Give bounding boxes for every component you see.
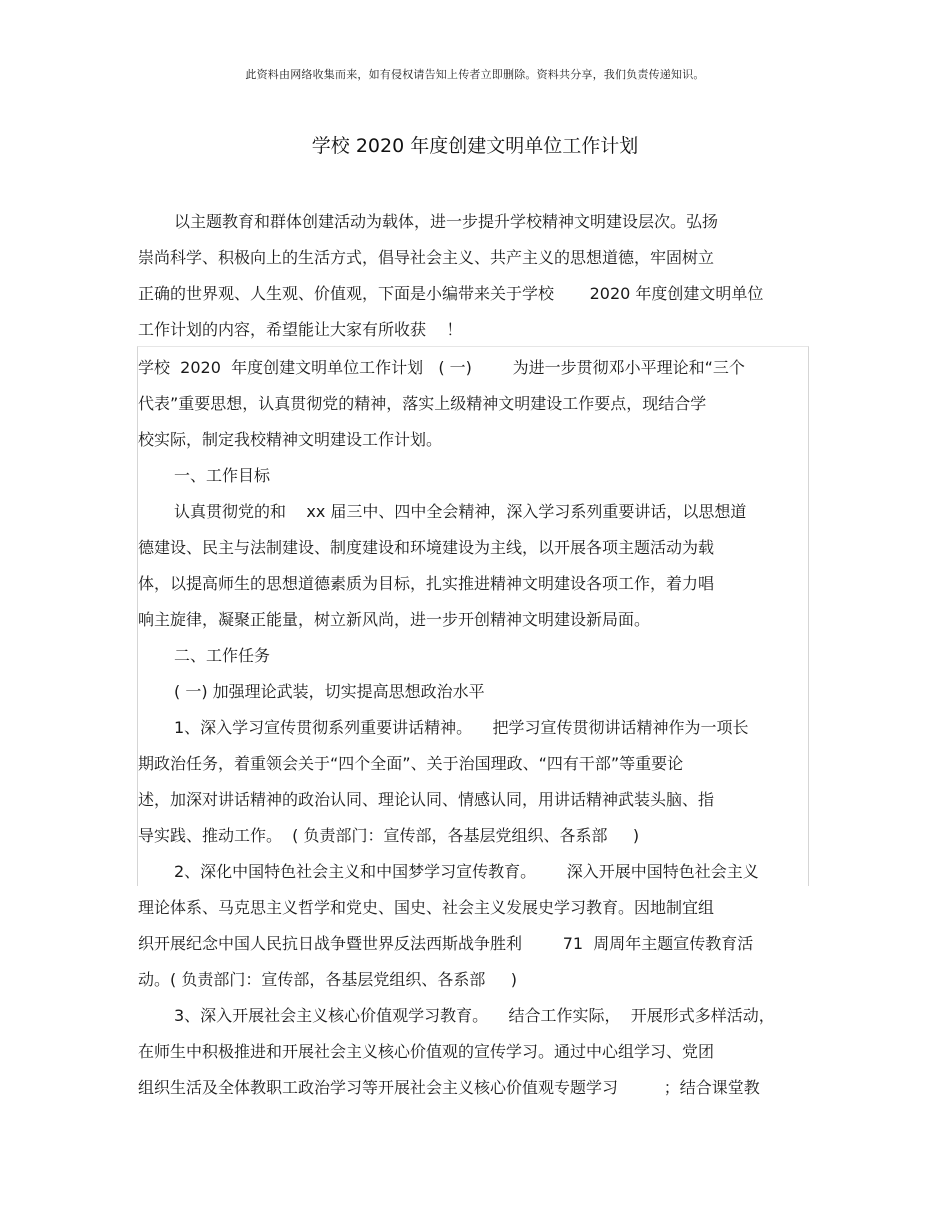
section-heading: 二、工作任务 [174, 646, 271, 665]
body-line: 德建设、民主与法制建设、制度建设和环境建设为主线，以开展各项主题活动为载 [138, 538, 715, 557]
body-line: 代表”重要思想，认真贯彻党的精神，落实上级精神文明建设工作要点，现结合学 [138, 394, 707, 413]
body-line: 导实践、推动工作。 ( 负责部门：宣传部，各基层党组织、各系部 ) [138, 826, 640, 845]
body-line: 体，以提高师生的思想道德素质为目标，扎实推进精神文明建设各项工作，着力唱 [138, 574, 715, 593]
body-line: 响主旋律，凝聚正能量，树立新风尚，进一步开创精神文明建设新局面。 [138, 610, 651, 629]
body-line: 织开展纪念中国人民抗日战争暨世界反法西斯战争胜利 71 周周年主题宣传教育活 [138, 934, 754, 953]
body-line: 1、深入学习宣传贯彻系列重要讲话精神。 把学习宣传贯彻讲话精神作为一项长 [174, 718, 749, 737]
intro-line: 以主题教育和群体创建活动为载体，进一步提升学校精神文明建设层次。弘扬 [174, 212, 719, 231]
body-line: 期政治任务，着重领会关于“四个全面”、关于治国理政、“四有干部”等重要论 [138, 754, 684, 773]
body-line: 学校 2020 年度创建文明单位工作计划 ( 一) 为进一步贯彻邓小平理论和“三个 [138, 358, 745, 377]
body-line: 理论体系、马克思主义哲学和党史、国史、社会主义发展史学习教育。因地制宜组 [138, 898, 715, 917]
intro-paragraph [138, 204, 818, 348]
intro-line: 崇尚科学、积极向上的生活方式，倡导社会主义、共产主义的思想道德，牢固树立 [138, 248, 715, 267]
body-line: 组织生活及全体教职工政治学习等开展社会主义核心价值观专题学习 ；结合课堂教 [138, 1078, 760, 1097]
body-line: 2、深化中国特色社会主义和中国梦学习宣传教育。 深入开展中国特色社会主义 [174, 862, 759, 881]
intro-line: 工作计划的内容，希望能让大家有所收获 ！ [138, 320, 463, 339]
body-line: 述，加深对讲话精神的政治认同、理论认同、情感认同，用讲话精神武装头脑、指 [138, 790, 715, 809]
section-heading: 一、工作目标 [174, 466, 271, 485]
intro-line: 正确的世界观、人生观、价值观，下面是小编带来关于学校 2020 年度创建文明单位 [138, 284, 764, 303]
body-text [138, 350, 818, 1106]
body-line: 动。( 负责部门：宣传部，各基层党组织、各系部 ) [138, 970, 518, 989]
body-line: 校实际，制定我校精神文明建设工作计划。 [138, 430, 443, 449]
copyright-notice: 此资料由网络收集而来，如有侵权请告知上传者立即删除。资料共分享，我们负责传递知识。 [245, 68, 705, 81]
page-title: 学校 2020 年度创建文明单位工作计划 [311, 135, 639, 157]
subsection-heading: ( 一) 加强理论武装，切实提高思想政治水平 [174, 682, 485, 701]
body-line: 3、深入开展社会主义核心价值观学习教育。 结合工作实际， 开展形式多样活动， [174, 1006, 775, 1025]
body-line: 认真贯彻党的和 xx 届三中、四中全会精神，深入学习系列重要讲话，以思想道 [174, 502, 747, 521]
body-line: 在师生中积极推进和开展社会主义核心价值观的宣传学习。通过中心组学习、党团 [138, 1042, 715, 1061]
